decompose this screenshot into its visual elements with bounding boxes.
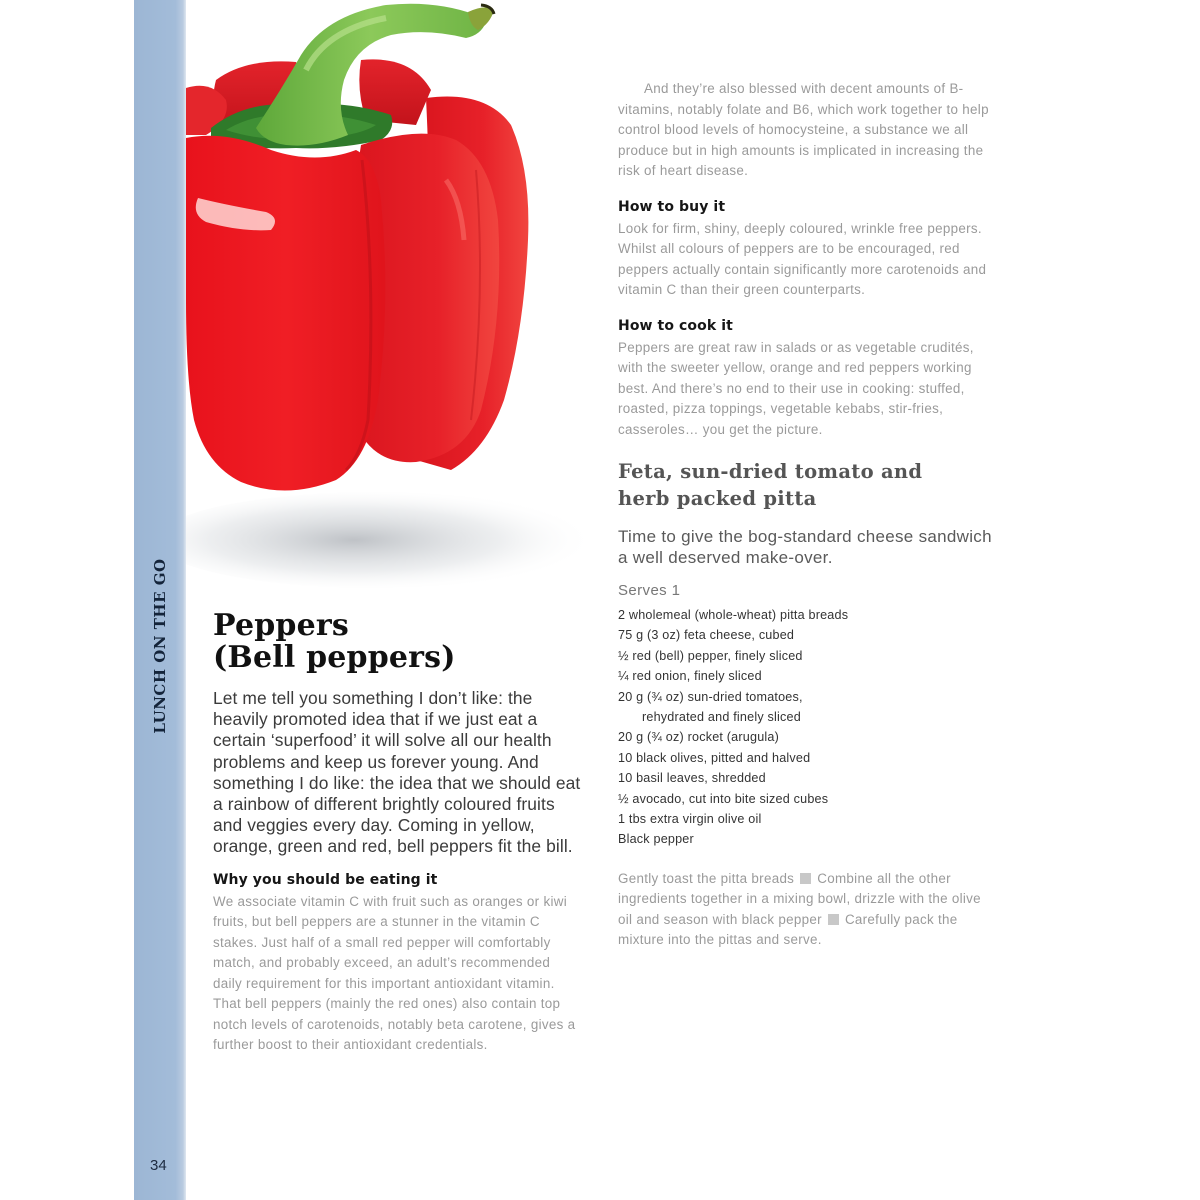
recipe-title-line1: Feta, sun-dried tomato and [618,460,923,483]
red-bell-pepper-photo [186,0,606,600]
ingredient-item: 10 basil leaves, shredded [618,771,766,786]
recipe-title-line2: herb packed pitta [618,487,817,510]
section-body-cook: Peppers are great raw in salads or as vegetable crudités, with the sweeter yellow, orange and red peppers working best. And there’s no end to their use in cooking: stuffed, roasted, pizza toppings, vegetable kebabs, stir-fries, casseroles… you get the picture. [618,339,974,437]
section-body-why: We associate vitamin C with fruit such as oranges or kiwi fruits, but bell peppers are a stunner in the vitamin C stakes. Just half of a small red pepper will comfortably match, and probably exceed, an adult’s recommended daily requirement for this important antioxidant vitamin. That bell peppers (mainly the red ones) also contain top notch levels of carotenoids, notably beta carotene, gives a further boost to their antioxidant credentials. [213,893,576,1053]
page-number: 34 [150,1157,167,1174]
section-heading-buy: How to buy it [618,198,726,215]
method-step: Carefully pack the mixture into the pittas and serve. [618,911,958,948]
ingredient-item: 75 g (3 oz) feta cheese, cubed [618,628,795,643]
section-body-buy: Look for firm, shiny, deeply coloured, wrinkle free peppers. Whilst all colours of peppers are to be encouraged, red peppers actually contain significantly more carotenoids and vitamin C than their green counterparts. [618,220,987,297]
ingredient-list [618,605,996,850]
ingredient-item: ½ red (bell) pepper, finely sliced [618,648,803,663]
ingredient-item: ¼ red onion, finely sliced [618,669,762,684]
recipe-method [618,869,996,951]
section-heading-why: Why you should be eating it [213,871,438,888]
ingredient-item: 10 black olives, pitted and halved [618,750,811,765]
article-left-column [213,610,581,1056]
recipe-title [618,458,996,512]
method-step: Combine all the other ingredients together in a mixing bowl, drizzle with the olive oil and season with black pepper [618,870,981,927]
ingredient-item: ½ avocado, cut into bite sized cubes [618,791,829,806]
chapter-label: LUNCH ON THE GO [151,558,169,734]
step-separator-square-icon [800,873,811,884]
ingredient-item: 20 g (¾ oz) sun-dried tomatoes, [618,689,803,704]
ingredient-item: 2 wholemeal (whole-wheat) pitta breads [618,608,849,622]
ingredient-item: Black pepper [618,832,694,847]
article-intro: Let me tell you something I don’t like: the heavily promoted idea that if we just eat a certain ‘superfood’ it will solve all our health problems and keep us forever young. And something I do like: the idea that we should eat a rainbow of different brightly coloured fruits and veggies every day. Coming in yellow, orange, green and red, bell peppers fit the bill. [213,688,581,857]
recipe-intro: Time to give the bog-standard cheese sandwich a well deserved make-over. [618,527,992,567]
article-right-column [618,79,996,951]
article-title-line2: (Bell peppers) [213,640,456,675]
ingredient-item: 20 g (¾ oz) rocket (arugula) [618,730,779,745]
ingredient-item: 1 tbs extra virgin olive oil [618,812,762,827]
article-title-line1: Peppers [213,608,349,643]
ingredient-item-continuation: rehydrated and finely sliced [642,710,801,725]
step-separator-square-icon [828,914,839,925]
article-title [213,610,581,674]
section-body-b-vitamins: And they’re also blessed with decent amounts of B-vitamins, notably folate and B6, which work together to help control blood levels of homocysteine, a substance we all produce but in high amounts is implicated in increasing the risk of heart disease. [618,81,989,178]
method-step: Gently toast the pitta breads [618,870,795,886]
section-heading-cook: How to cook it [618,317,733,334]
recipe-serves: Serves 1 [618,582,681,599]
